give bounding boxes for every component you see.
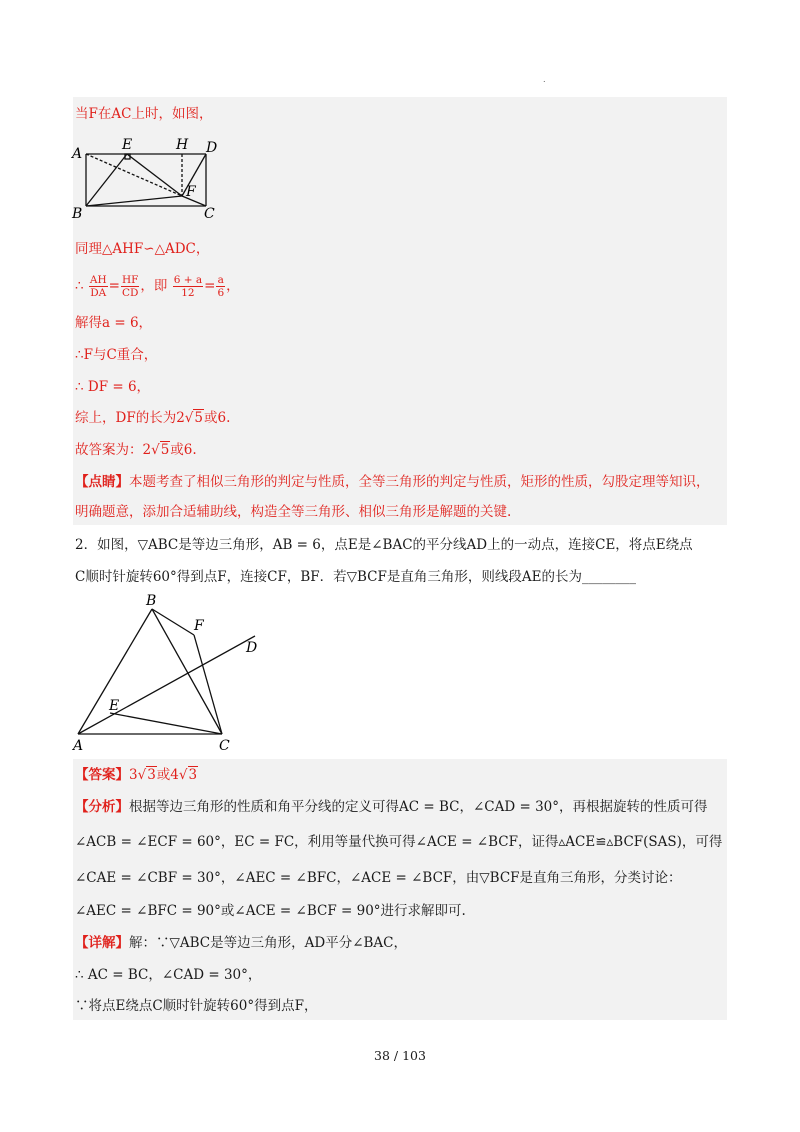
fig2-label-C: C [219, 738, 230, 754]
fig2-line-AB [78, 609, 152, 734]
analysis-tag: 【分析】 [75, 799, 129, 815]
fraction-a-6: $\frac{a}{6}$ [217, 274, 225, 299]
comment-tag: 【点睛】 [75, 474, 129, 490]
sol1-similar: 同理△AHF∽△ADC， [75, 241, 210, 257]
ans2-analysis-4: ∠AEC = ∠BFC = 90°或∠ACE = ∠BCF = 90°进行求解即可. [75, 903, 466, 919]
fig1-label-D: D [206, 140, 218, 156]
fig1-label-A: A [72, 146, 83, 162]
sol1-answer: 故答案为：2√5或6. [75, 442, 197, 458]
fig1-line-BE [86, 154, 127, 206]
fig2-line-BF [152, 609, 194, 635]
fig1-label-F: F [186, 184, 196, 200]
rectangle-figure [70, 136, 230, 222]
fraction-6a-12: $\frac{6 + a}{12}$ [173, 274, 203, 299]
sol1-df: ∴ DF = 6， [75, 379, 151, 395]
fig2-line-AD [78, 636, 258, 734]
fig2-label-D: D [246, 640, 258, 656]
fig1-label-C: C [204, 206, 215, 222]
fig2-label-A: A [73, 738, 84, 754]
page-number: 38 / 103 [374, 1048, 426, 1063]
sol1-ratio: ∴ $\frac{AH}{DA}$ = $\frac{HF}{CD}$ ，即 $\frac{6 + a}{12}$ = $\frac{a}{6}$ ， [75, 274, 240, 299]
ans2-analysis-1: 【分析】根据等边三角形的性质和角平分线的定义可得AC = BC，∠CAD = 30°，再根据旋转的性质可得 [75, 799, 708, 815]
sol1-comment-1: 【点睛】本题考查了相似三角形的判定与性质，全等三角形的判定与性质，矩形的性质，勾股定理等知识， [75, 474, 710, 490]
fig2-label-E: E [109, 698, 120, 714]
sol1-intro: 当F在AC上时，如图， [75, 106, 213, 122]
answer-tag: 【答案】 [75, 767, 129, 783]
sol1-summary: 综上，DF的长为2√5或6. [75, 410, 231, 426]
ans2-detail-2: ∴ AC = BC，∠CAD = 30°， [75, 967, 262, 983]
fig1-label-E: E [122, 137, 133, 153]
header-dot: . [543, 75, 546, 84]
ans2-detail-3: ∵将点E绕点C顺时针旋转60°得到点F， [75, 998, 318, 1014]
fraction-hf-cd: $\frac{HF}{CD}$ [121, 274, 139, 299]
q2-line-1: 2．如图，▽ABC是等边三角形，AB = 6，点E是∠BAC的平分线AD上的一动点，连接CE，将点E绕点 [75, 537, 693, 553]
fig1-line-AF [86, 154, 182, 196]
ans2-detail-1: 【详解】解：∵▽ABC是等边三角形，AD平分∠BAC， [75, 935, 408, 951]
sol1-coincide: ∴F与C重合， [75, 347, 158, 363]
ans2-analysis-2: ∠ACB = ∠ECF = 60°，EC = FC，利用等量代换可得∠ACE = ∠BCF，证得▵ACE≌▵BCF(SAS)，可得 [75, 834, 723, 850]
ans2-answer: 【答案】3√3或4√3 [75, 767, 198, 783]
fig2-line-BC [152, 609, 222, 734]
fig1-label-H: H [176, 137, 189, 153]
fig2-line-EC [110, 713, 222, 734]
q2-line-2: C顺时针旋转60°得到点F，连接CF，BF．若▽BCF是直角三角形，则线段AE的长为________ [75, 569, 636, 585]
sol1-comment-2: 明确题意，添加合适辅助线，构造全等三角形、相似三角形是解题的关键. [75, 504, 512, 520]
triangle-figure [70, 592, 270, 758]
fig1-line-EF [127, 154, 182, 196]
ans2-analysis-3: ∠CAE = ∠CBF = 30°，∠AEC = ∠BFC，∠ACE = ∠BCF，由▽BCF是直角三角形，分类讨论： [75, 870, 682, 886]
fig2-line-CF [194, 635, 222, 734]
fig1-label-B: B [72, 206, 83, 222]
fraction-ah-da: $\frac{AH}{DA}$ [89, 274, 107, 299]
fig2-label-F: F [194, 618, 204, 634]
fig2-label-B: B [146, 593, 157, 609]
fig1-line-BF [86, 196, 182, 206]
detail-tag: 【详解】 [75, 935, 129, 951]
sol1-solve: 解得a = 6， [75, 315, 153, 331]
